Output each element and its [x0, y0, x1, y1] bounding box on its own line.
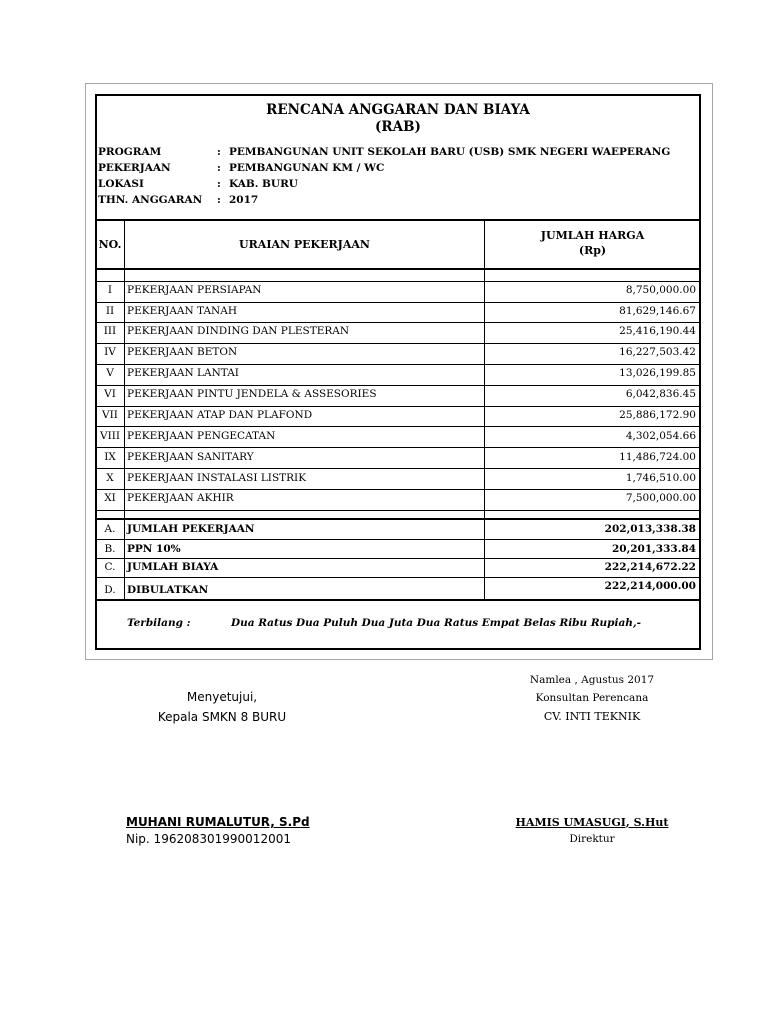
header-no: NO.: [98, 238, 122, 251]
consultant-signatory-role: Direktur: [569, 833, 615, 845]
row-amount: 25,886,172.90: [619, 409, 696, 421]
totals-bottom-line: [95, 599, 701, 601]
document-subtitle: (RAB): [375, 119, 421, 135]
info-separator: :: [217, 178, 221, 190]
row-amount: 25,416,190.44: [619, 325, 696, 337]
row-desc: PEKERJAAN DINDING DAN PLESTERAN: [127, 325, 350, 337]
total-label: DIBULATKAN: [127, 584, 209, 596]
row-amount: 81,629,146.67: [619, 305, 696, 317]
row-amount: 11,486,724.00: [619, 451, 696, 463]
row-no: V: [106, 367, 114, 379]
column-divider-no: [124, 220, 125, 600]
row-desc: PEKERJAAN TANAH: [127, 305, 237, 317]
info-value: 2017: [229, 194, 259, 206]
row-amount: 8,750,000.00: [625, 284, 696, 296]
row-line: [95, 322, 701, 323]
header-top-line: [95, 219, 701, 221]
row-no: VIII: [99, 430, 121, 442]
total-no: A.: [104, 523, 116, 535]
total-label: JUMLAH BIAYA: [127, 561, 219, 573]
header-rp: (Rp): [578, 244, 607, 257]
row-no: IV: [104, 346, 116, 358]
total-amount: 20,201,333.84: [611, 543, 696, 555]
row-no: X: [106, 472, 114, 484]
terbilang-text: Dua Ratus Dua Puluh Dua Juta Dua Ratus Empat Belas Ribu Rupiah,-: [231, 617, 641, 629]
total-no: D.: [104, 584, 116, 596]
totals-top-line: [95, 518, 701, 520]
total-no: B.: [104, 543, 116, 555]
info-value: PEMBANGUNAN UNIT SEKOLAH BARU (USB) SMK NEGERI WAEPERANG: [229, 146, 671, 158]
row-amount: 4,302,054.66: [625, 430, 696, 442]
header-bottom-line: [95, 268, 701, 270]
row-line: [95, 447, 701, 448]
row-desc: PEKERJAAN SANITARY: [127, 451, 254, 463]
row-no: II: [105, 305, 115, 317]
row-amount: 16,227,503.42: [619, 346, 696, 358]
approval-label: Menyetujui,: [186, 690, 258, 704]
info-value: PEMBANGUNAN KM / WC: [229, 162, 385, 174]
info-label: PROGRAM: [98, 146, 162, 158]
row-line: [95, 281, 701, 282]
consultant-signatory-name: HAMIS UMASUGI, S.Hut: [515, 816, 669, 829]
row-line: [95, 558, 701, 559]
row-no: III: [103, 325, 117, 337]
row-no: VI: [104, 388, 116, 400]
total-amount: 202,013,338.38: [604, 523, 696, 535]
row-amount: 7,500,000.00: [625, 492, 696, 504]
total-no: C.: [104, 561, 116, 573]
row-desc: PEKERJAAN AKHIR: [127, 492, 234, 504]
row-desc: PEKERJAAN INSTALASI LISTRIK: [127, 472, 307, 484]
approver-position: Kepala SMKN 8 BURU: [157, 710, 287, 724]
row-amount: 1,746,510.00: [625, 472, 696, 484]
row-line: [95, 468, 701, 469]
row-line: [95, 510, 701, 511]
row-desc: PEKERJAAN PENGECATAN: [127, 430, 276, 442]
row-line: [95, 364, 701, 365]
total-amount: 222,214,672.22: [604, 561, 696, 573]
row-desc: PEKERJAAN BETON: [127, 346, 238, 358]
row-desc: PEKERJAAN ATAP DAN PLAFOND: [127, 409, 313, 421]
row-no: XI: [104, 492, 116, 504]
document-title: RENCANA ANGGARAN DAN BIAYA: [266, 102, 530, 118]
total-label: PPN 10%: [127, 543, 181, 555]
row-line: [95, 343, 701, 344]
row-no: IX: [104, 451, 116, 463]
info-separator: :: [217, 146, 221, 158]
row-desc: PEKERJAAN LANTAI: [127, 367, 239, 379]
total-label: JUMLAH PEKERJAAN: [127, 523, 255, 535]
info-separator: :: [217, 162, 221, 174]
row-line: [95, 426, 701, 427]
header-uraian: URAIAN PEKERJAAN: [239, 238, 370, 251]
row-amount: 13,026,199.85: [619, 367, 696, 379]
row-line: [95, 489, 701, 490]
consultant-company: CV. INTI TEKNIK: [543, 710, 641, 723]
row-line: [95, 406, 701, 407]
row-line: [95, 385, 701, 386]
approver-name: MUHANI RUMALUTUR, S.Pd: [126, 815, 310, 829]
info-separator: :: [217, 194, 221, 206]
row-no: I: [107, 284, 113, 296]
place-date: Namlea , Agustus 2017: [529, 674, 655, 686]
terbilang-label: Terbilang :: [127, 617, 191, 629]
column-divider-amount: [484, 220, 485, 600]
total-amount: 222,214,000.00: [604, 580, 696, 592]
row-line: [95, 302, 701, 303]
row-desc: PEKERJAAN PERSIAPAN: [127, 284, 262, 296]
row-line: [95, 577, 701, 578]
row-desc: PEKERJAAN PINTU JENDELA & ASSESORIES: [127, 388, 377, 400]
info-label: THN. ANGGARAN: [98, 194, 203, 206]
header-jumlah-harga: JUMLAH HARGA: [540, 229, 645, 242]
info-label: LOKASI: [98, 178, 144, 190]
approver-nip: Nip. 196208301990012001: [126, 832, 291, 846]
row-amount: 6,042,836.45: [625, 388, 696, 400]
row-line: [95, 539, 701, 540]
row-no: VII: [102, 409, 118, 421]
consultant-title: Konsultan Perencana: [535, 692, 649, 704]
info-value: KAB. BURU: [229, 178, 298, 190]
info-label: PEKERJAAN: [98, 162, 171, 174]
